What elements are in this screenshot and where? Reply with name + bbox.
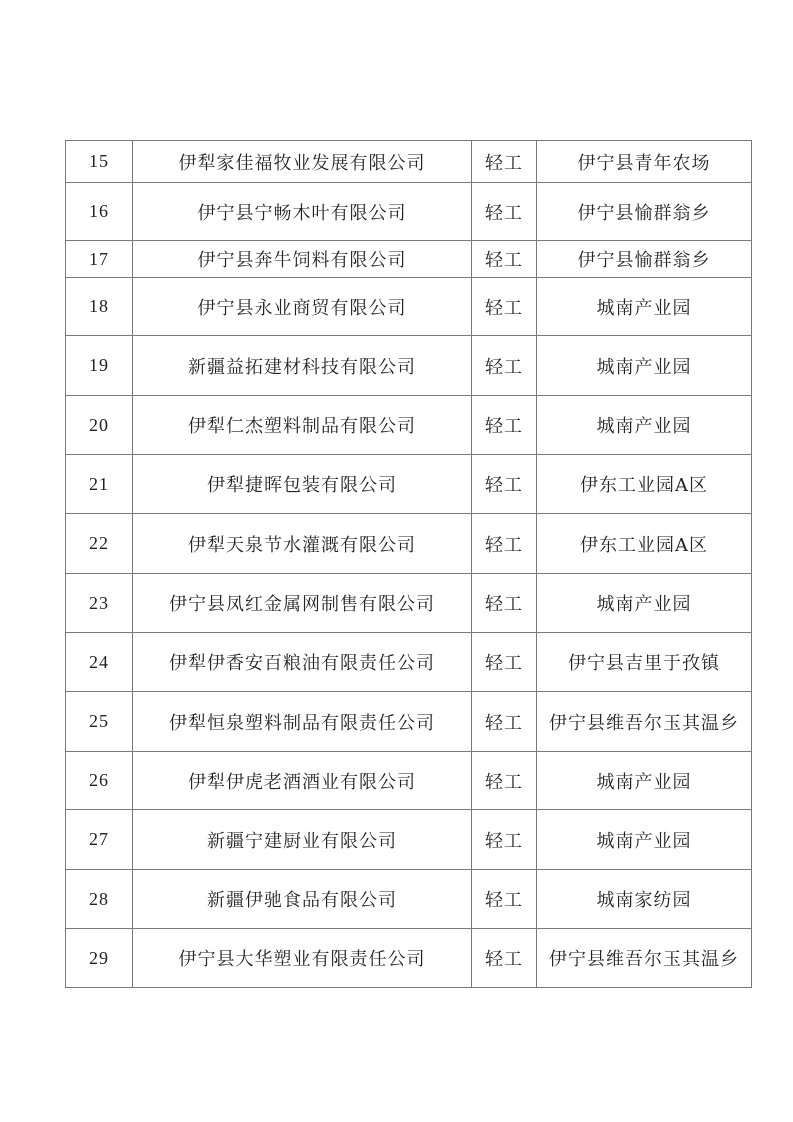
industry-type: 轻工 <box>472 455 537 514</box>
company-name: 伊犁恒泉塑料制品有限责任公司 <box>133 692 472 752</box>
company-location: 城南产业园 <box>537 574 752 633</box>
industry-type: 轻工 <box>472 396 537 455</box>
industry-type: 轻工 <box>472 183 537 241</box>
company-name: 新疆宁建厨业有限公司 <box>133 810 472 870</box>
row-number: 25 <box>66 692 133 752</box>
row-number: 27 <box>66 810 133 870</box>
company-name: 伊宁县永业商贸有限公司 <box>133 278 472 336</box>
industry-type: 轻工 <box>472 241 537 278</box>
company-location: 伊宁县吉里于孜镇 <box>537 633 752 692</box>
industry-type: 轻工 <box>472 336 537 396</box>
industry-type: 轻工 <box>472 692 537 752</box>
company-location: 城南产业园 <box>537 396 752 455</box>
row-number: 20 <box>66 396 133 455</box>
row-number: 23 <box>66 574 133 633</box>
company-location: 城南产业园 <box>537 752 752 810</box>
table-row <box>66 336 752 396</box>
company-name: 伊宁县大华塑业有限责任公司 <box>133 929 472 988</box>
company-table <box>65 140 752 988</box>
row-number: 17 <box>66 241 133 278</box>
industry-type: 轻工 <box>472 870 537 929</box>
row-number: 15 <box>66 141 133 183</box>
company-location: 伊宁县维吾尔玉其温乡 <box>537 692 752 752</box>
company-location: 伊宁县愉群翁乡 <box>537 183 752 241</box>
table-row <box>66 455 752 514</box>
row-number: 28 <box>66 870 133 929</box>
company-location: 伊宁县维吾尔玉其温乡 <box>537 929 752 988</box>
table-row <box>66 810 752 870</box>
industry-type: 轻工 <box>472 810 537 870</box>
company-name: 伊犁伊虎老酒酒业有限公司 <box>133 752 472 810</box>
company-location: 伊宁县愉群翁乡 <box>537 241 752 278</box>
row-number: 24 <box>66 633 133 692</box>
company-location: 伊东工业园A区 <box>537 455 752 514</box>
company-name: 伊宁县宁畅木叶有限公司 <box>133 183 472 241</box>
table-row <box>66 514 752 574</box>
row-number: 26 <box>66 752 133 810</box>
row-number: 21 <box>66 455 133 514</box>
table-row <box>66 241 752 278</box>
company-location: 城南家纺园 <box>537 870 752 929</box>
row-number: 16 <box>66 183 133 241</box>
table-row <box>66 141 752 183</box>
company-name: 伊犁仁杰塑料制品有限公司 <box>133 396 472 455</box>
industry-type: 轻工 <box>472 278 537 336</box>
industry-type: 轻工 <box>472 514 537 574</box>
row-number: 22 <box>66 514 133 574</box>
table-row <box>66 692 752 752</box>
industry-type: 轻工 <box>472 752 537 810</box>
company-name: 新疆伊驰食品有限公司 <box>133 870 472 929</box>
table-row <box>66 574 752 633</box>
row-number: 19 <box>66 336 133 396</box>
industry-type: 轻工 <box>472 929 537 988</box>
table-row <box>66 183 752 241</box>
industry-type: 轻工 <box>472 633 537 692</box>
table-row <box>66 870 752 929</box>
table-row <box>66 752 752 810</box>
company-name: 新疆益拓建材科技有限公司 <box>133 336 472 396</box>
company-name: 伊犁家佳福牧业发展有限公司 <box>133 141 472 183</box>
company-location: 城南产业园 <box>537 810 752 870</box>
company-name: 伊犁捷晖包装有限公司 <box>133 455 472 514</box>
company-name: 伊宁县凤红金属网制售有限公司 <box>133 574 472 633</box>
company-location: 城南产业园 <box>537 336 752 396</box>
company-name: 伊犁伊香安百粮油有限责任公司 <box>133 633 472 692</box>
table-row <box>66 396 752 455</box>
industry-type: 轻工 <box>472 574 537 633</box>
table-row <box>66 278 752 336</box>
company-name: 伊宁县奔牛饲料有限公司 <box>133 241 472 278</box>
row-number: 18 <box>66 278 133 336</box>
table-row <box>66 929 752 988</box>
industry-type: 轻工 <box>472 141 537 183</box>
company-name: 伊犁天泉节水灌溉有限公司 <box>133 514 472 574</box>
company-location: 城南产业园 <box>537 278 752 336</box>
row-number: 29 <box>66 929 133 988</box>
company-location: 伊宁县青年农场 <box>537 141 752 183</box>
table-row <box>66 633 752 692</box>
company-location: 伊东工业园A区 <box>537 514 752 574</box>
